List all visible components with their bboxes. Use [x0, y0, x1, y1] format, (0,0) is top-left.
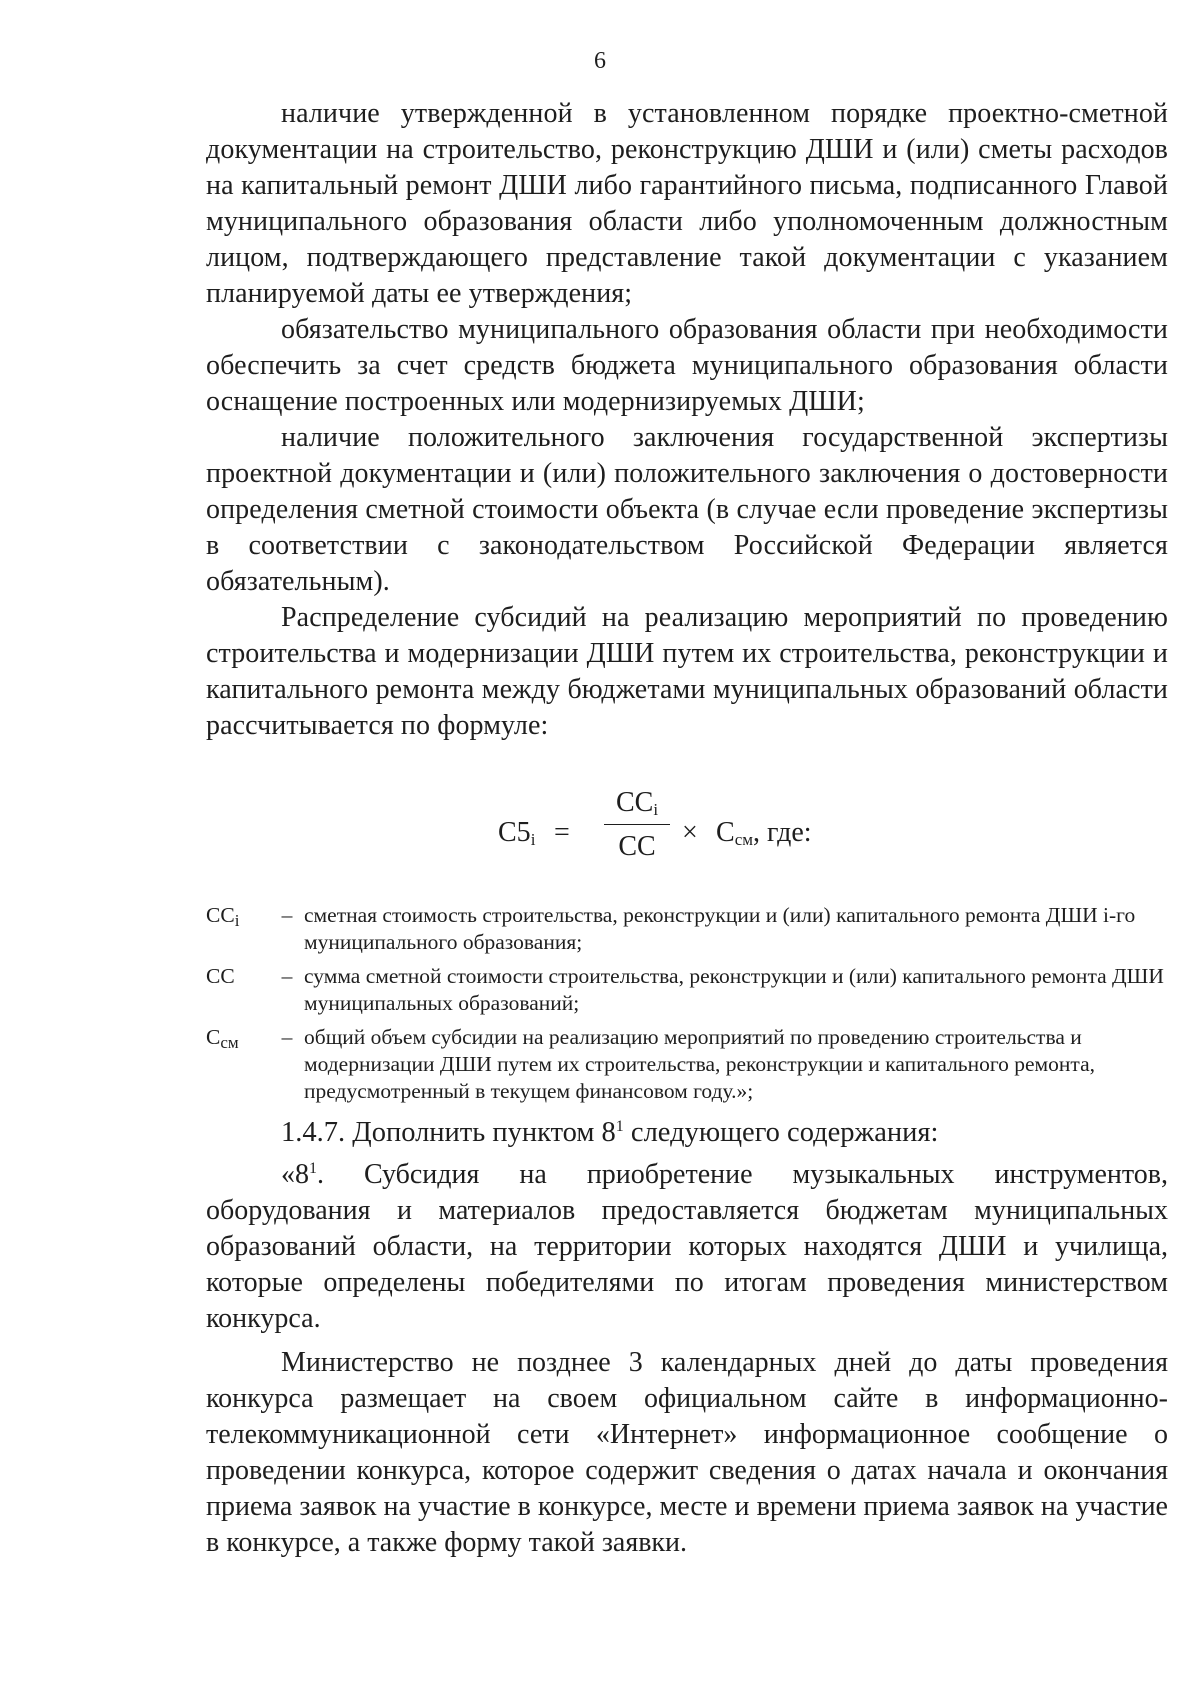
formula-numerator: $СС_i$ — [615, 787, 659, 819]
formula-rhs: $С_{см}$, где: — [716, 817, 812, 849]
definition-dash: – — [281, 1025, 293, 1049]
definition-dash: – — [281, 903, 293, 927]
paragraph-competition-announcement: Министерство не позднее 3 календарных дней до даты проведения конкурса размещает на своем официальном сайте в информационно-телекоммуникационной сети «Интернет» информационное сообщение о проведении конкурса, которое содержит сведения о датах начала и окончания приема заявок на участие в конкурсе, месте и времени приема заявок на участие в конкурсе, а также форму такой заявки. — [206, 1347, 1168, 1558]
definition-dash: – — [281, 964, 293, 988]
definition-row — [206, 1024, 1168, 1105]
paragraph-equipment-obligation: обязательство муниципального образования области при необходимости обеспечить за счет средств бюджета муниципального образования области оснащение построенных или модернизируемых ДШИ; — [206, 314, 1168, 417]
amendment-text — [206, 1109, 1168, 1561]
formula-fraction-bar — [604, 824, 670, 825]
definition-text: сметная стоимость строительства, реконструкции и (или) капитального ремонта ДШИ i-го муниципального образования; — [304, 903, 1136, 954]
paragraph-expertise-conclusion: наличие положительного заключения государственной экспертизы проектной документации и (или) положительного заключения о достоверности определения сметной стоимости объекта (в случае если проведение экспертизы в соответствии с законодательством Российской Федерации является обязательным). — [206, 422, 1168, 597]
item-1-4-7: 1.4.7. Дополнить пунктом $8^1$ следующего содержания: — [281, 1117, 939, 1148]
formula-definitions — [206, 902, 1168, 1112]
formula-lhs: $С5_i$ — [498, 817, 536, 849]
page-number: 6 — [594, 48, 606, 74]
definition-text: общий объем субсидии на реализацию мероприятий по проведению строительства и модернизации ДШИ путем их строительства, реконструкции и капитального ремонта, предусмотренный в текущем финансовом году.»; — [304, 1025, 1095, 1103]
paragraph-project-documentation: наличие утвержденной в установленном порядке проектно-сметной документации на строительство, реконструкцию ДШИ и (или) сметы расходов на капитальный ремонт ДШИ либо гарантийного письма, подписанного Главой муниципального образования области либо уполномоченным должностным лицом, подтверждающего представление такой документации с указанием планируемой даты ее утверждения; — [206, 98, 1168, 309]
formula-equals-sign: = — [554, 817, 570, 848]
formula-times-sign: × — [682, 817, 698, 848]
definition-text: сумма сметной стоимости строительства, реконструкции и (или) капитального ремонта ДШИ муниципальных образований; — [304, 964, 1164, 1015]
item-8-1: «$8^1$. Субсидия на приобретение музыкальных инструментов, оборудования и материалов предоставляется бюджетам муниципальных образований области, на территории которых находятся ДШИ и училища, которые определены победителями по итогам проведения министерством конкурса. — [206, 1159, 1168, 1334]
definition-symbol: $СС_i$ — [206, 903, 240, 930]
definition-row — [206, 902, 1168, 956]
definition-row — [206, 963, 1168, 1017]
subsidy-formula — [492, 788, 892, 878]
definition-symbol: $С_{см}$ — [206, 1025, 239, 1052]
formula-denominator: СС — [618, 831, 656, 862]
paragraph-subsidy-distribution: Распределение субсидий на реализацию мероприятий по проведению строительства и модернизации ДШИ путем их строительства, реконструкции и капитального ремонта между бюджетами муниципальных образований области рассчитывается по формуле: — [206, 602, 1168, 741]
definition-symbol: СС — [206, 964, 235, 988]
document-body — [206, 96, 1168, 744]
